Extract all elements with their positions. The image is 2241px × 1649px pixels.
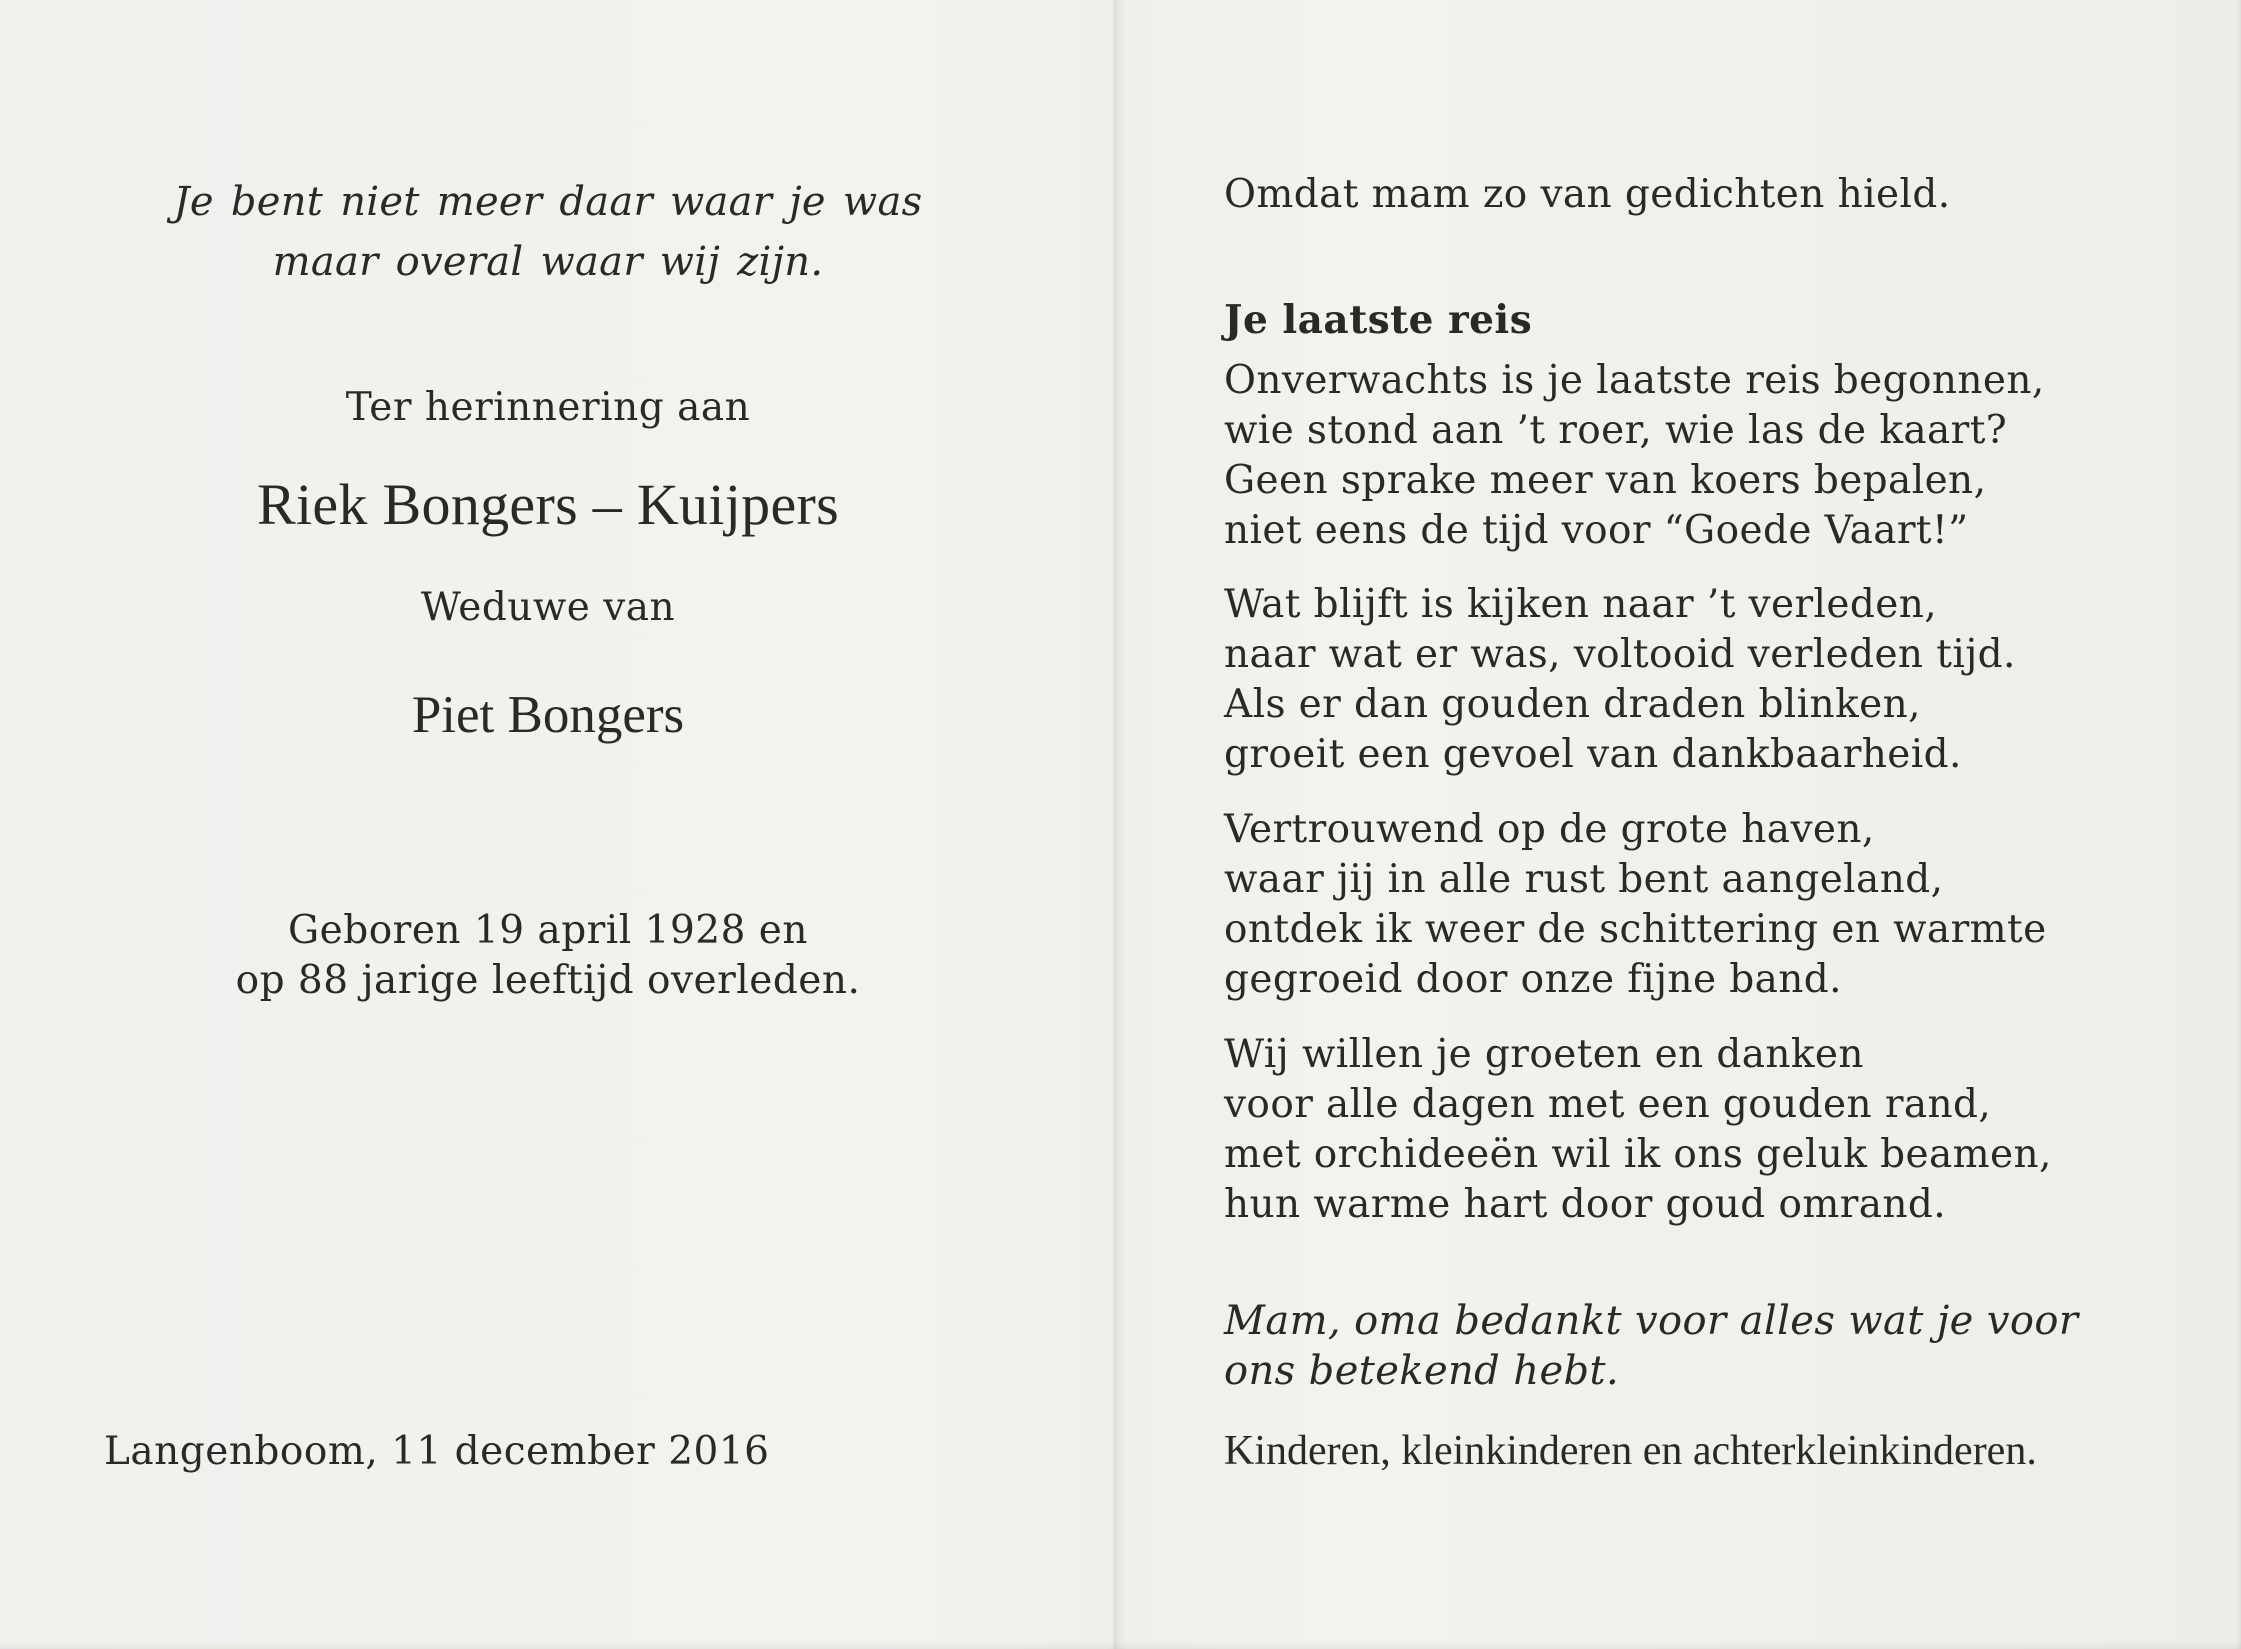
memory-label: Ter herinnering aan xyxy=(345,385,751,430)
poem-line: Geen sprake meer van koers bepalen, xyxy=(1224,458,1987,503)
widow-label: Weduwe van xyxy=(420,585,676,630)
poem-stanza xyxy=(1224,1030,2052,1230)
poem-line: hun warme hart door goud omrand. xyxy=(1224,1182,1947,1227)
poem-line: naar wat er was, voltooid verleden tijd. xyxy=(1224,632,2016,677)
poem-line: waar jij in alle rust bent aangeland, xyxy=(1224,857,1944,902)
birth-info xyxy=(0,906,1096,1006)
poem-stanza xyxy=(1224,805,2047,1005)
card-fold xyxy=(1114,0,1117,1649)
birth-line: op 88 jarige leeftijd overleden. xyxy=(235,958,861,1003)
poem-line: Vertrouwend op de grote haven, xyxy=(1224,807,1875,852)
motto-line: Je bent niet meer daar waar je was xyxy=(173,179,923,225)
intro-line: Omdat mam zo van gedichten hield. xyxy=(1224,172,1951,217)
poem-stanza xyxy=(1224,580,2016,780)
right-panel xyxy=(1224,0,2204,1649)
poem-stanza xyxy=(1224,356,2045,556)
motto xyxy=(0,172,1096,292)
thanks-line: Mam, oma bedankt voor alles wat je voor xyxy=(1224,1298,2079,1344)
spouse-name: Piet Bongers xyxy=(411,686,685,744)
poem-title: Je laatste reis xyxy=(1224,297,1533,343)
poem-line: Wij willen je groeten en danken xyxy=(1224,1032,1864,1077)
poem-line: niet eens de tijd voor “Goede Vaart!” xyxy=(1224,508,1969,553)
family-signature: Kinderen, kleinkinderen en achterkleinkinderen. xyxy=(1224,1428,2037,1474)
poem-line: voor alle dagen met een gouden rand, xyxy=(1224,1082,1992,1127)
poem-line: Wat blijft is kijken naar ’t verleden, xyxy=(1224,582,1938,627)
poem-line: groeit een gevoel van dankbaarheid. xyxy=(1224,732,1962,777)
thanks-line: ons betekend hebt. xyxy=(1224,1348,1620,1394)
card-edge-shadow xyxy=(2235,0,2241,1649)
poem-line: Onverwachts is je laatste reis begonnen, xyxy=(1224,358,2045,403)
deceased-name: Riek Bongers – Kuijpers xyxy=(256,472,839,537)
left-panel xyxy=(0,0,1096,1649)
poem-line: gegroeid door onze fijne band. xyxy=(1224,957,1842,1002)
place-date: Langenboom, 11 december 2016 xyxy=(104,1429,770,1474)
birth-line: Geboren 19 april 1928 en xyxy=(288,908,808,953)
poem-line: Als er dan gouden draden blinken, xyxy=(1224,682,1921,727)
poem-line: met orchideeën wil ik ons geluk beamen, xyxy=(1224,1132,2052,1177)
thanks-message xyxy=(1224,1296,2078,1396)
poem-line: ontdek ik weer de schittering en warmte xyxy=(1224,907,2047,952)
poem-line: wie stond aan ’t roer, wie las de kaart? xyxy=(1224,408,2008,453)
motto-line: maar overal waar wij zijn. xyxy=(272,239,824,285)
